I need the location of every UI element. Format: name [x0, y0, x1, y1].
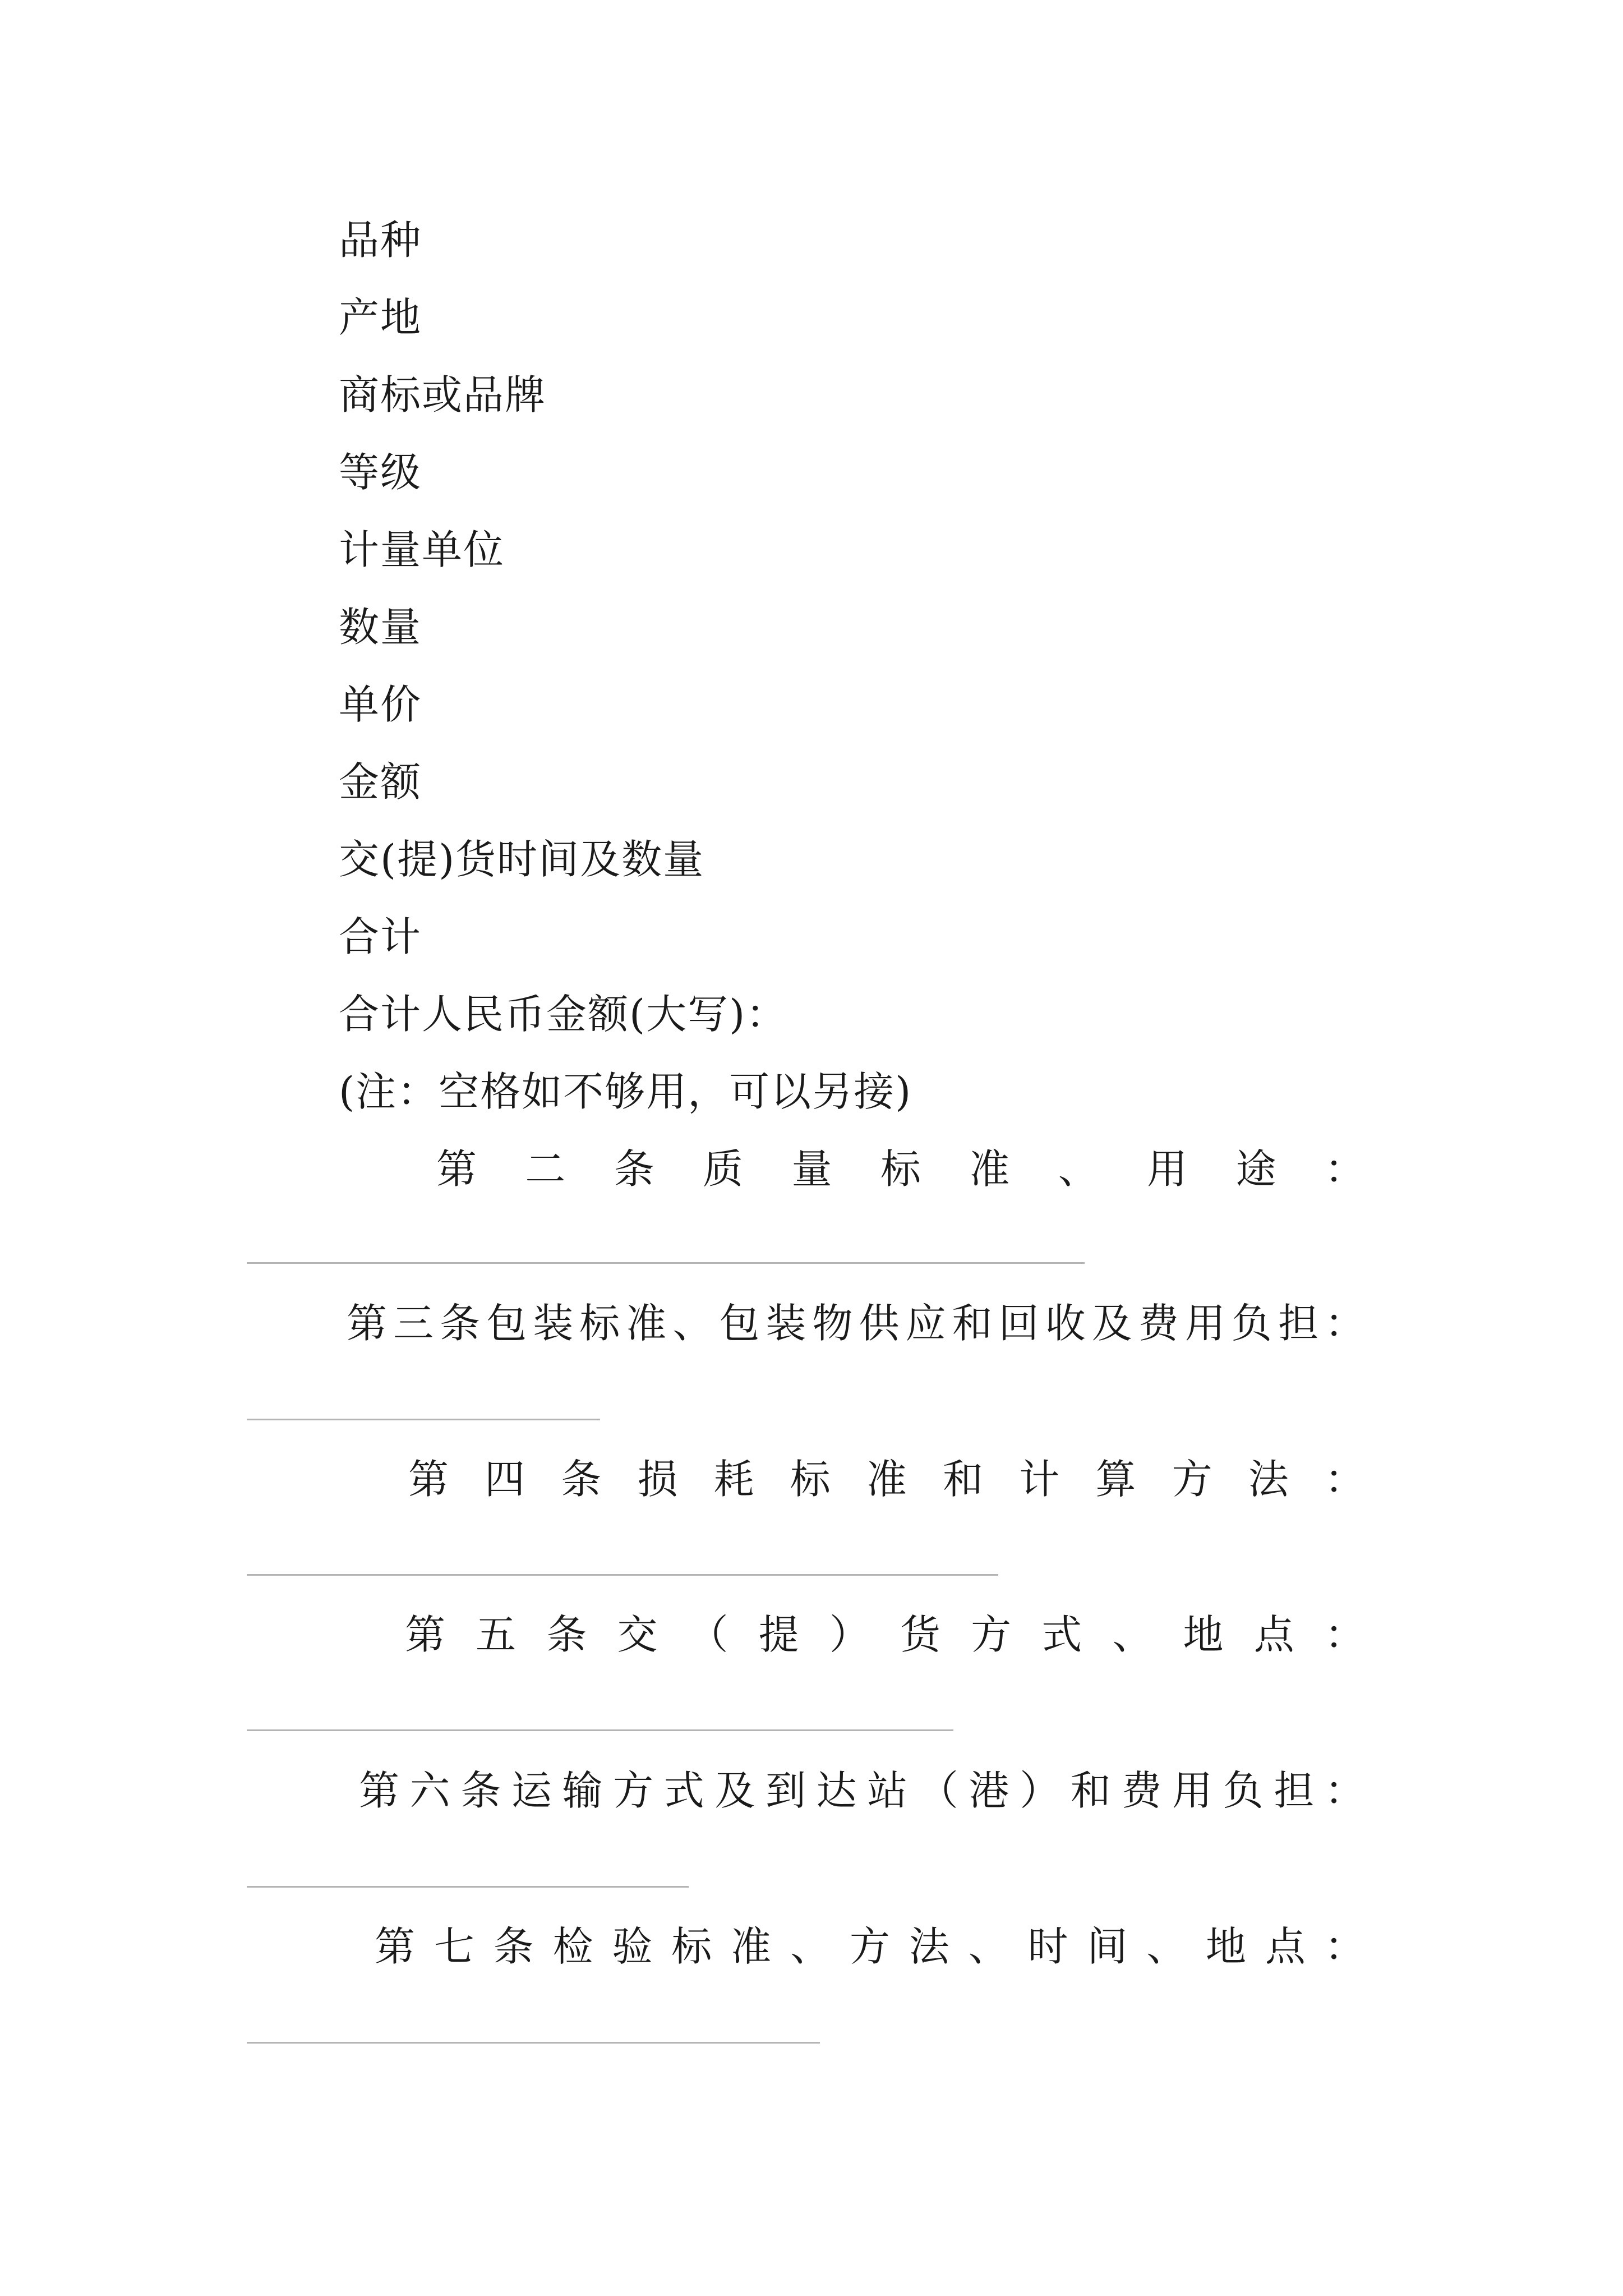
clause-char: 收 [1045, 1300, 1086, 1347]
clause-char: 达 [816, 1767, 857, 1814]
clause-char: 负 [1231, 1300, 1272, 1347]
clause-char: 提 [758, 1611, 799, 1658]
item-delivery-time: 交(提)货时间及数量 [339, 836, 705, 883]
item-amount: 金额 [339, 758, 422, 806]
clause-char: 应 [905, 1300, 946, 1347]
clause-char: 包 [486, 1300, 527, 1347]
clause-2 [436, 1145, 1365, 1193]
clause-char: 方 [613, 1767, 654, 1814]
clause-char: 和 [952, 1300, 993, 1347]
clause-char: 准 [731, 1923, 772, 1970]
blank-line-clause-4 [247, 1574, 998, 1576]
clause-char: 地 [1206, 1923, 1247, 1970]
clause-char: 、 [790, 1923, 831, 1970]
clause-char: 负 [1223, 1767, 1264, 1814]
clause-char: 及 [1091, 1300, 1132, 1347]
clause-5 [405, 1611, 1365, 1658]
clause-char: 标 [880, 1145, 921, 1193]
blank-line-clause-5 [247, 1729, 953, 1731]
clause-char: 方 [1172, 1456, 1212, 1503]
clause-char: 第 [359, 1767, 400, 1814]
clause-char: 准 [866, 1456, 907, 1503]
clause-char: 交 [617, 1611, 658, 1658]
clause-char: 港 [969, 1767, 1009, 1814]
blank-line-clause-3 [247, 1419, 600, 1420]
clause-char: ： [1324, 1145, 1365, 1193]
clause-char: ： [1324, 1611, 1365, 1658]
clause-char: 标 [790, 1456, 831, 1503]
clause-char: 式 [1041, 1611, 1082, 1658]
clause-char: 用 [1147, 1145, 1188, 1193]
clause-char: 、 [968, 1923, 1009, 1970]
clause-char: （ [917, 1767, 958, 1814]
item-note: (注：空格如不够用，可以另接) [339, 1068, 912, 1115]
clause-char: 条 [546, 1611, 587, 1658]
clause-char: ） [829, 1611, 870, 1658]
clause-char: （ [688, 1611, 728, 1658]
clause-char: 七 [434, 1923, 474, 1970]
clause-char: 算 [1095, 1456, 1136, 1503]
clause-char: 回 [998, 1300, 1039, 1347]
clause-char: 货 [900, 1611, 940, 1658]
clause-char: 检 [552, 1923, 593, 1970]
clause-char: ： [1324, 1300, 1365, 1347]
clause-char: 时 [1027, 1923, 1068, 1970]
clause-char: 法 [1248, 1456, 1289, 1503]
clause-char: 方 [971, 1611, 1012, 1658]
clause-char: 损 [637, 1456, 678, 1503]
item-unit: 计量单位 [339, 526, 505, 573]
clause-char: 到 [766, 1767, 806, 1814]
clause-char: 二 [525, 1145, 566, 1193]
clause-char: 量 [791, 1145, 832, 1193]
clause-char: 运 [511, 1767, 552, 1814]
clause-char: 输 [562, 1767, 603, 1814]
clause-char: ： [1324, 1767, 1365, 1814]
clause-char: 方 [849, 1923, 890, 1970]
clause-char: 、 [1112, 1611, 1153, 1658]
clause-char: 第 [375, 1923, 416, 1970]
clause-char: 准 [626, 1300, 667, 1347]
clause-char: 验 [612, 1923, 653, 1970]
item-variety: 品种 [339, 217, 422, 264]
clause-char: 和 [1070, 1767, 1111, 1814]
clause-char: 点 [1265, 1923, 1306, 1970]
clause-char: 供 [859, 1300, 900, 1347]
clause-char: 、 [1058, 1145, 1099, 1193]
clause-char: 法 [909, 1923, 949, 1970]
clause-char: 三 [393, 1300, 434, 1347]
clause-char: 和 [943, 1456, 984, 1503]
clause-char: 计 [1019, 1456, 1060, 1503]
item-unit-price: 单价 [339, 681, 422, 728]
clause-char: 用 [1172, 1767, 1213, 1814]
clause-char: 第 [408, 1456, 449, 1503]
clause-char: 标 [671, 1923, 712, 1970]
clause-char: ： [1324, 1923, 1365, 1970]
clause-char: 标 [579, 1300, 620, 1347]
item-total: 合计 [339, 913, 422, 960]
clause-char: 条 [493, 1923, 534, 1970]
clause-6 [359, 1767, 1365, 1814]
clause-char: 及 [714, 1767, 755, 1814]
clause-char: 装 [533, 1300, 574, 1347]
clause-char: 担 [1278, 1300, 1318, 1347]
clause-char: 条 [561, 1456, 602, 1503]
clause-char: 物 [812, 1300, 853, 1347]
clause-3 [347, 1300, 1365, 1347]
blank-line-clause-6 [247, 1886, 689, 1888]
clause-char: 地 [1183, 1611, 1224, 1658]
clause-char: 第 [405, 1611, 446, 1658]
item-quantity: 数量 [339, 604, 422, 651]
clause-char: 四 [485, 1456, 525, 1503]
clause-char: 准 [969, 1145, 1010, 1193]
clause-char: 条 [440, 1300, 481, 1347]
clause-char: 、 [672, 1300, 713, 1347]
clause-char: 第 [436, 1145, 477, 1193]
clause-char: 费 [1138, 1300, 1179, 1347]
clause-char: 站 [867, 1767, 908, 1814]
clause-char: 式 [663, 1767, 704, 1814]
item-grade: 等级 [339, 449, 422, 496]
blank-line-clause-7 [247, 2042, 820, 2044]
clause-char: 条 [614, 1145, 654, 1193]
clause-char: 途 [1235, 1145, 1276, 1193]
clause-char: 耗 [713, 1456, 754, 1503]
clause-char: 担 [1274, 1767, 1315, 1814]
clause-char: ： [1324, 1456, 1365, 1503]
clause-char: 条 [460, 1767, 501, 1814]
clause-7 [375, 1923, 1365, 1970]
clause-char: 费 [1121, 1767, 1162, 1814]
clause-char: 装 [766, 1300, 806, 1347]
clause-char: 用 [1184, 1300, 1225, 1347]
clause-char: 第 [347, 1300, 388, 1347]
item-total-rmb: 合计人民币金额(大写)： [339, 991, 788, 1038]
clause-char: 质 [703, 1145, 744, 1193]
item-brand: 商标或品牌 [339, 371, 547, 418]
clause-char: 五 [476, 1611, 517, 1658]
clause-4 [408, 1456, 1365, 1503]
clause-char: ） [1020, 1767, 1061, 1814]
clause-char: 点 [1253, 1611, 1294, 1658]
clause-char: 间 [1087, 1923, 1128, 1970]
clause-char: 六 [409, 1767, 450, 1814]
clause-char: 、 [1146, 1923, 1187, 1970]
clause-char: 包 [719, 1300, 760, 1347]
blank-line-clause-2 [247, 1262, 1085, 1264]
item-origin: 产地 [339, 294, 422, 341]
